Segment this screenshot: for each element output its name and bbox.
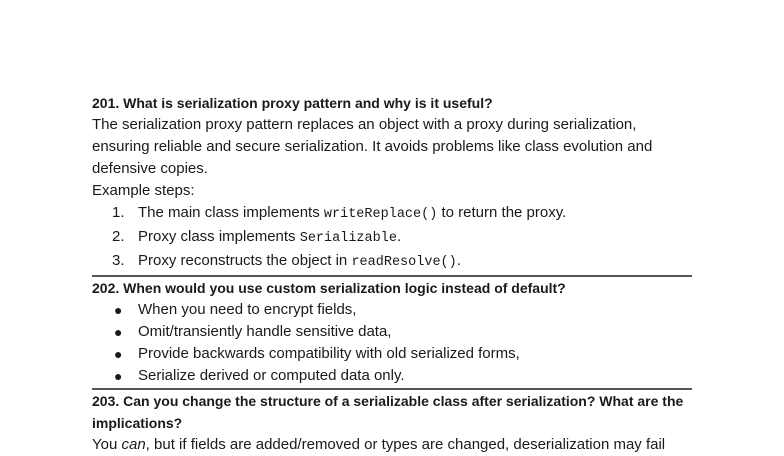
- answer-text-start: You: [92, 436, 122, 453]
- document-page: [92, 92, 692, 456]
- example-steps-label: Example steps:: [92, 182, 195, 199]
- question-201-title: 201. What is serialization proxy pattern and why is it useful?: [92, 95, 493, 111]
- step-text: The main class implements: [138, 204, 324, 221]
- answer-text-rest: , but if fields are added/removed or types are changed, deserialization may fail: [145, 436, 666, 453]
- question-203-answer: [92, 434, 692, 456]
- question-202-title: 202. When would you use custom serialization logic instead of default?: [92, 280, 566, 296]
- bullet-icon: ●: [114, 346, 123, 362]
- step-code: writeReplace(): [323, 207, 438, 222]
- step-code: readResolve(): [351, 255, 457, 270]
- example-steps-list: [92, 202, 692, 274]
- step-text: Proxy reconstructs the object in: [138, 252, 352, 269]
- bullet-icon: ●: [114, 368, 123, 384]
- custom-serialization-reasons-list: [92, 299, 692, 387]
- step-text-end: .: [396, 228, 402, 245]
- step-text-end: .: [456, 252, 461, 269]
- step-item: [92, 250, 692, 274]
- step-number: 2.: [112, 228, 125, 245]
- bullet-icon: ●: [114, 324, 123, 340]
- step-number: 3.: [112, 252, 125, 269]
- bullet-item: [92, 343, 692, 365]
- bullet-text: Omit/transiently handle sensitive data,: [138, 323, 392, 340]
- bullet-text: Provide backwards compatibility with old serialized forms,: [138, 345, 520, 362]
- step-item: [92, 226, 692, 250]
- bullet-text: Serialize derived or computed data only.: [138, 367, 405, 384]
- bullet-icon: ●: [114, 302, 123, 318]
- question-201-answer: The serialization proxy pattern replaces an object with a proxy during serialization, ensuring reliable and secure serialization. It avoids problems like class evolution and defensive copies.: [92, 116, 653, 177]
- bullet-item: [92, 299, 692, 321]
- step-code: Serializable: [299, 231, 397, 246]
- step-text-end: to return the proxy.: [437, 204, 567, 221]
- answer-emphasis: can: [121, 436, 146, 453]
- bullet-text: When you need to encrypt fields,: [138, 301, 357, 318]
- bullet-item: [92, 365, 692, 387]
- bullet-item: [92, 321, 692, 343]
- step-text: Proxy class implements: [138, 228, 300, 245]
- step-number: 1.: [112, 204, 125, 221]
- step-item: [92, 202, 692, 226]
- question-203-title: 203. Can you change the structure of a serializable class after serialization? What are the implications?: [92, 393, 684, 431]
